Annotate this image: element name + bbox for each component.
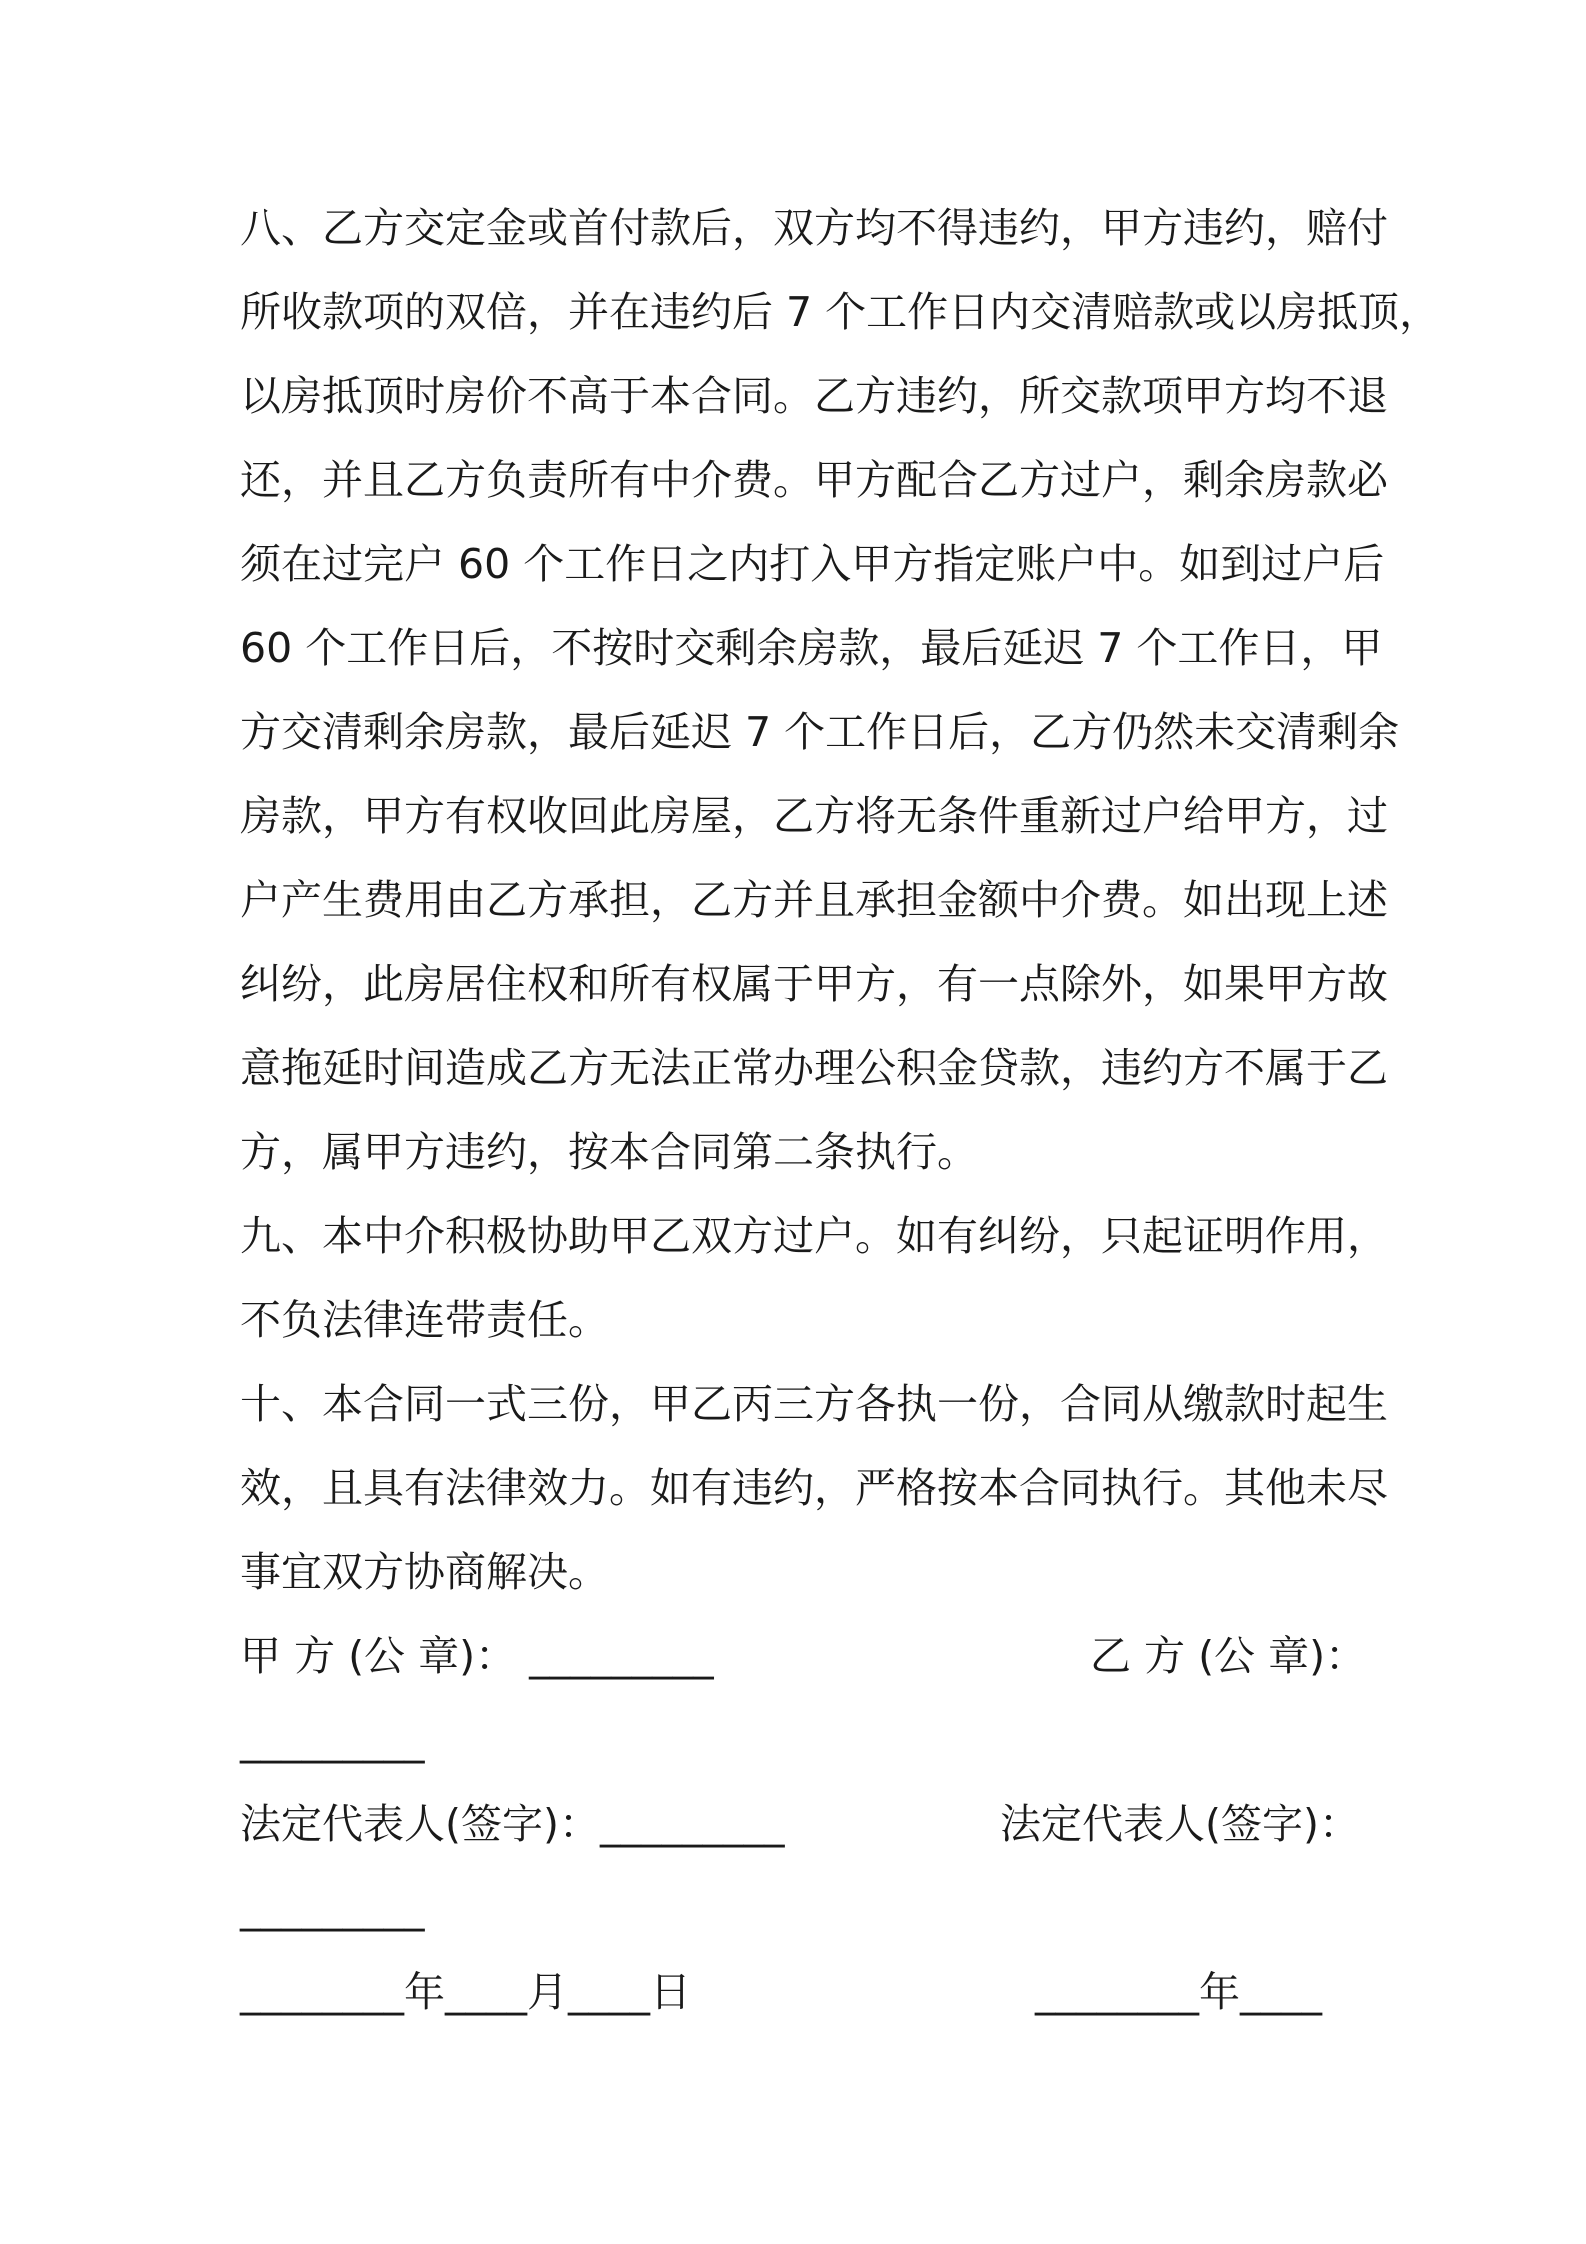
clause-10-line-3: 事宜双方协商解决。 [240,1548,609,1596]
clause-8-line-5: 须在过完户 60 个工作日之内打入甲方指定账户中。如到过户后 [240,540,1385,588]
clause-8-line-7: 方交清剩余房款，最后延迟 7 个工作日后，乙方仍然未交清剩余 [240,708,1400,756]
party-b-seal-field: 乙 方 (公 章)： [1090,1632,1367,1680]
clause-10-line-2: 效，且具有法律效力。如有违约，严格按本合同执行。其他未尽 [240,1464,1388,1512]
clause-9-line-1: 九、本中介积极协助甲乙双方过户。如有纠纷，只起证明作用， [240,1212,1388,1260]
clause-8-line-10: 纠纷，此房居住权和所有权属于甲方，有一点除外，如果甲方故 [240,960,1388,1008]
clause-8-line-11: 意拖延时间造成乙方无法正常办理公积金贷款，违约方不属于乙 [240,1044,1388,1092]
clause-8-line-9: 户产生费用由乙方承担，乙方并且承担金额中介费。如出现上述 [240,876,1388,924]
clause-8-line-3: 以房抵顶时房价不高于本合同。乙方违约，所交款项甲方均不退 [240,372,1388,420]
clause-9-line-2: 不负法律连带责任。 [240,1296,609,1344]
clause-8-line-2: 所收款项的双倍，并在违约后 7 个工作日内交清赔款或以房抵顶， [240,288,1441,336]
party-a-date-field: ________年____月____日 [240,1968,691,2016]
clause-8-line-1: 八、乙方交定金或首付款后，双方均不得违约，甲方违约，赔付 [240,204,1388,252]
clause-8-line-12: 方，属甲方违约，按本合同第二条执行。 [240,1128,978,1176]
party-b-date-field: ________年____ [1035,1968,1322,2016]
party-a-representative-field: 法定代表人(签字)：_________ [240,1800,785,1848]
clause-8-line-6: 60 个工作日后，不按时交剩余房款，最后延迟 7 个工作日，甲 [240,624,1383,672]
party-a-seal-field: 甲 方 (公 章)： _________ [240,1632,714,1680]
party-b-seal-blank: _________ [240,1716,425,1764]
clause-8-line-8: 房款，甲方有权收回此房屋，乙方将无条件重新过户给甲方，过 [240,792,1388,840]
clause-8-line-4: 还，并且乙方负责所有中介费。甲方配合乙方过户，剩余房款必 [240,456,1388,504]
clause-10-line-1: 十、本合同一式三份，甲乙丙三方各执一份，合同从缴款时起生 [240,1380,1388,1428]
party-b-representative-blank: _________ [240,1884,425,1932]
party-b-representative-field: 法定代表人(签字)： [1000,1800,1360,1848]
